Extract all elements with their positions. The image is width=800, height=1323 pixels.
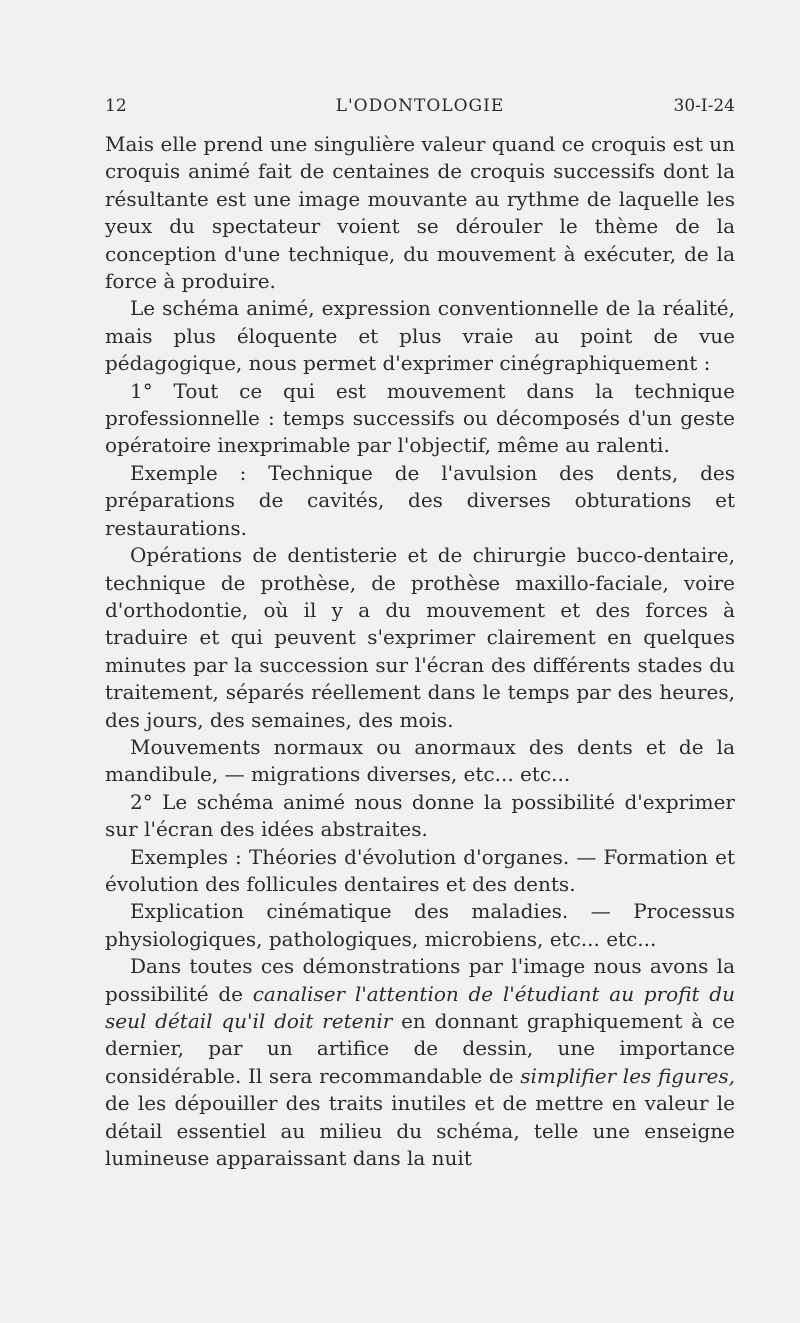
paragraph <box>105 542 735 734</box>
paragraph-text: Mais elle prend une singulière valeur quand ce croquis est un croquis animé fait de centaines de croquis successifs dont la résultante est une image mouvante au rythme de laquelle les yeux du spectateur voient se dérouler le thème de la conception d'une technique, du mouvement à exécuter, de la force à produire. <box>105 132 735 294</box>
paragraph <box>105 378 735 460</box>
paragraph <box>105 295 735 377</box>
issue-date: 30-I-24 <box>673 96 735 116</box>
italic-emphasis: simplifier les figures, <box>520 1063 735 1088</box>
paragraph-text: de les dépouiller des traits inutiles et de mettre en valeur le détail essentiel au milieu du schéma, telle une enseigne lumineuse apparaissant dans la nuit <box>105 1091 735 1171</box>
paragraph <box>105 460 735 542</box>
paragraph-text: Exemple : Technique de l'avulsion des dents, des préparations de cavités, des diverses obturations et restaurations. <box>105 460 735 540</box>
paragraph-text: Mouvements normaux ou anormaux des dents et de la mandibule, — migrations diverses, etc... etc... <box>105 734 735 787</box>
article-body <box>105 131 735 1172</box>
paragraph <box>105 734 735 789</box>
journal-title: L'ODONTOLOGIE <box>335 96 505 116</box>
paragraph-text: 1° Tout ce qui est mouvement dans la technique professionnelle : temps successifs ou décomposés d'un geste opératoire inexprimable par l'objectif, même au ralenti. <box>105 378 735 458</box>
paragraph-text: Opérations de dentisterie et de chirurgie bucco-dentaire, technique de prothèse, de prothèse maxillo-faciale, voire d'orthodontie, où il y a du mouvement et des forces à traduire et qui peuvent s'exprimer clairement en quelques minutes par la succession sur l'écran des différents stades du traitement, séparés réellement dans le temps par des heures, des jours, des semaines, des mois. <box>105 543 735 732</box>
paragraph <box>105 789 735 844</box>
paragraph <box>105 898 735 953</box>
page-number: 12 <box>105 96 127 116</box>
paragraph <box>105 953 735 1172</box>
paragraph-text: Exemples : Théories d'évolution d'organes. — Formation et évolution des follicules dentaires et des dents. <box>105 844 735 896</box>
running-header <box>105 96 735 124</box>
paragraph-text: Le schéma animé, expression conventionnelle de la réalité, mais plus éloquente et plus vraie au point de vue pédagogique, nous permet d'exprimer cinégraphiquement : <box>105 296 735 376</box>
paragraph-text: Explication cinématique des maladies. — Processus physiologiques, pathologiques, microbiens, etc... etc... <box>105 899 735 951</box>
paragraph-text: Dans toutes ces démonstrations par l'image nous avons la possibilité de <box>105 954 735 1006</box>
paragraph <box>105 844 735 899</box>
paragraph-text: en donnant graphiquement à ce dernier, par un artifice de dessin, une importance considérable. Il sera recommandable de <box>105 1009 735 1088</box>
paragraph-text: 2° Le schéma animé nous donne la possibilité d'exprimer sur l'écran des idées abstraites. <box>105 789 735 842</box>
italic-emphasis: canaliser l'attention de l'étudiant au profit du seul détail qu'il doit retenir <box>105 981 735 1033</box>
paragraph <box>105 131 735 295</box>
